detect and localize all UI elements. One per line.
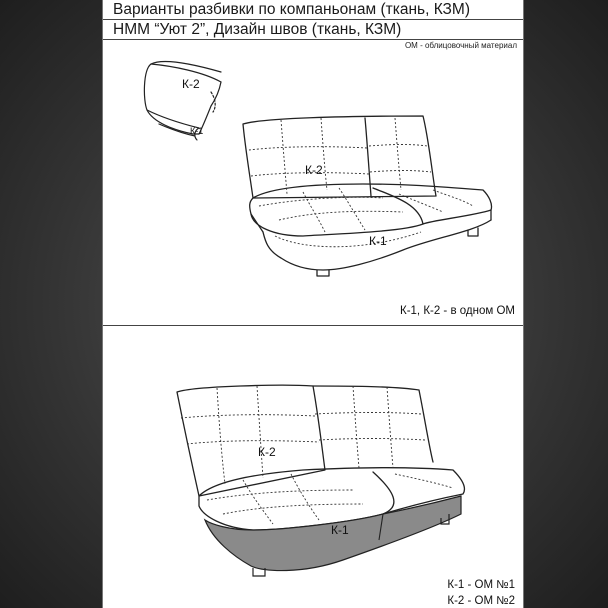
document-subtitle: НММ “Уют 2”, Дизайн швов (ткань, КЗМ) [103,20,523,40]
bottom-label-k1: К-1 [331,523,349,537]
document-sheet [102,0,524,608]
bottom-caption-line2: К-2 - ОМ №2 [447,595,515,607]
top-caption: К-1, К-2 - в одном ОМ [400,305,515,317]
om-note: ОМ - облицовочный материал [404,41,517,50]
section-divider [103,325,523,326]
document-title: Варианты разбивки по компаньонам (ткань, КЗМ) [103,0,523,20]
sofa-drawings [103,0,523,608]
bottom-label-k2: К-2 [258,445,276,459]
top-label-k1: К-1 [369,234,387,248]
top-sofa [243,116,492,276]
inset-label-k2: К-2 [182,77,200,91]
bottom-caption-line1: К-1 - ОМ №1 [447,579,515,591]
top-label-k2: К-2 [305,163,323,177]
top-sofa-stitching [249,118,473,247]
inset-label-k1: К-1 [190,126,204,136]
